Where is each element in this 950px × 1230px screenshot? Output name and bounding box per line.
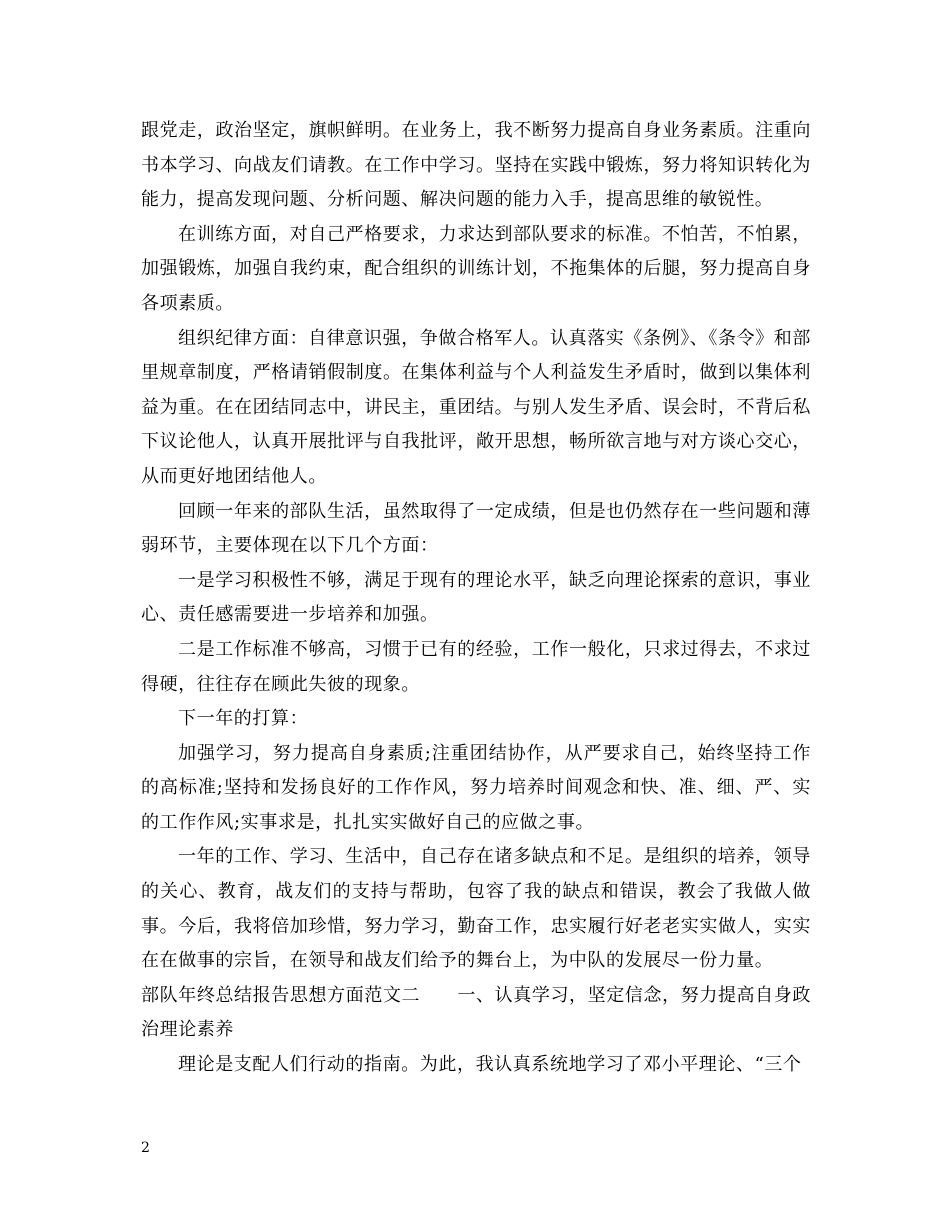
paragraph-6: 二是工作标准不够高，习惯于已有的经验，工作一般化，只求过得去，不求过得硬，往往存在顾此失彼的现象。 xyxy=(141,638,811,695)
paragraph-3: 组织纪律方面：自律意识强，争做合格军人。认真落实《条例》、《条令》和部里规章制度，严格请销假制度。在集体利益与个人利益发生矛盾时，做到以集体利益为重。在在团结同志中，讲民主，重团结。与别人发生矛盾、误会时，不背后私下议论他人，认真开展批评与自我批评，敞开思想，畅所欲言地与对方谈心交心，从而更好地团结他人。 xyxy=(141,327,811,487)
paragraph-1: 跟党走，政治坚定，旗帜鲜明。在业务上，我不断努力提高自身业务素质。注重向书本学习、向战友们请教。在工作中学习。坚持在实践中锻炼，努力将知识转化为能力，提高发现问题、分析问题、解决问题的能力入手，提高思维的敏锐性。 xyxy=(141,120,811,211)
document-body xyxy=(141,114,811,1083)
section-heading: 部队年终总结报告思想方面范文二 一、认真学习，坚定信念，努力提高自身政治理论素养 xyxy=(141,984,811,1041)
paragraph-5: 一是学习积极性不够，满足于现有的理论水平，缺乏向理论探索的意识，事业心、责任感需要进一步培养和加强。 xyxy=(141,569,811,626)
paragraph-11: 理论是支配人们行动的指南。为此，我认真系统地学习了邓小平理论、“三个 xyxy=(178,1054,802,1076)
paragraph-9: 一年的工作、学习、生活中，自己存在诸多缺点和不足。是组织的培养，领导的关心、教育，战友们的支持与帮助，包容了我的缺点和错误，教会了我做人做事。今后，我将倍加珍惜，努力学习，勤奋工作，忠实履行好老老实实做人，实实在在做事的宗旨，在领导和战友们给予的舞台上，为中队的发展尽一份力量。 xyxy=(141,846,811,972)
page-number: 2 xyxy=(141,1140,150,1156)
paragraph-8: 加强学习，努力提高自身素质;注重团结协作，从严要求自己，始终坚持工作的高标准;坚持和发扬良好的工作作风，努力培养时间观念和快、准、细、严、实的工作作风;实事求是，扎扎实实做好自己的应做之事。 xyxy=(141,742,811,833)
paragraph-4: 回顾一年来的部队生活，虽然取得了一定成绩，但是也仍然存在一些问题和薄弱环节，主要体现在以下几个方面： xyxy=(141,500,811,557)
paragraph-7: 下一年的打算： xyxy=(178,708,309,730)
paragraph-2: 在训练方面，对自己严格要求，力求达到部队要求的标准。不怕苦，不怕累，加强锻炼，加强自我约束，配合组织的训练计划，不拖集体的后腿，努力提高自身各项素质。 xyxy=(141,223,811,314)
